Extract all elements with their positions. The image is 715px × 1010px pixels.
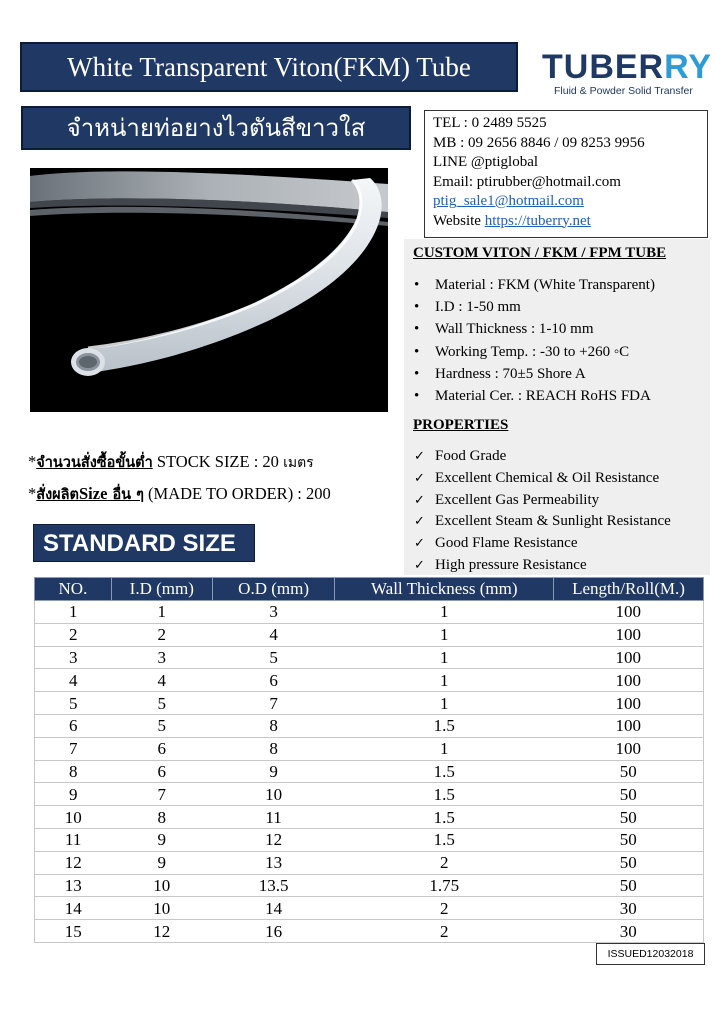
properties-list xyxy=(414,446,671,577)
table-row: 12 9 13 2 50 xyxy=(35,851,704,874)
column-header: Length/Roll(M.) xyxy=(554,578,704,601)
spec-item: • Material Cer. : REACH RoHS FDA xyxy=(410,385,655,407)
table-row: 4 4 6 1 100 xyxy=(35,669,704,692)
product-photo xyxy=(30,168,388,412)
check-icon: ✓ xyxy=(414,536,425,552)
table-row: 9 7 10 1.5 50 xyxy=(35,783,704,806)
table-row: 15 12 16 2 30 xyxy=(35,920,704,943)
contact-email2-link[interactable]: ptig_sale1@hotmail.com xyxy=(433,193,584,209)
contact-website-link[interactable]: https://tuberry.net xyxy=(484,212,591,229)
check-icon: ✓ xyxy=(414,514,425,530)
tuberry-logo[interactable] xyxy=(542,48,713,102)
logo-wordmark xyxy=(542,48,713,86)
property-item: ✓ Good Flame Resistance xyxy=(414,533,671,555)
logo-tagline: Fluid & Powder Solid Transfer xyxy=(554,85,693,97)
check-icon: ✓ xyxy=(414,449,425,464)
bullet-icon: • xyxy=(414,388,420,405)
standard-size-table xyxy=(34,577,704,943)
spec-heading: CUSTOM VITON / FKM / FPM TUBE xyxy=(413,245,667,261)
tube-photo-icon xyxy=(30,168,388,412)
contact-line: LINE @ptiglobal xyxy=(433,154,539,170)
standard-size-heading: STANDARD SIZE xyxy=(33,524,255,562)
bullet-icon: • xyxy=(414,343,420,360)
spec-item: • Material : FKM (White Transparent) xyxy=(410,274,655,296)
spec-item: • Wall Thickness : 1-10 mm xyxy=(410,318,655,340)
bullet-icon: • xyxy=(414,277,420,293)
column-header: I.D (mm) xyxy=(111,578,212,601)
table-row: 13 10 13.5 1.75 50 xyxy=(35,874,704,897)
bullet-icon: • xyxy=(414,365,420,382)
property-item: ✓ High pressure Resistance xyxy=(414,555,671,577)
bullet-icon: • xyxy=(414,299,420,316)
spec-item: • Hardness : 70±5 Shore A xyxy=(410,363,655,385)
issued-stamp: ISSUED12032018 xyxy=(596,943,705,965)
property-item: ✓ Excellent Chemical & Oil Resistance xyxy=(414,468,671,490)
contact-tel: TEL : 0 2489 5525 xyxy=(433,115,547,131)
column-header: O.D (mm) xyxy=(212,578,335,601)
bullet-icon: • xyxy=(414,321,420,338)
contact-mobile: MB : 09 2656 8846 / 09 8253 9956 xyxy=(433,134,645,151)
table-row: 8 6 9 1.5 50 xyxy=(35,760,704,783)
contact-box xyxy=(424,110,708,238)
table-row: 3 3 5 1 100 xyxy=(35,646,704,669)
table-row: 5 5 7 1 100 xyxy=(35,692,704,715)
table-row: 6 5 8 1.5 100 xyxy=(35,714,704,737)
check-icon: ✓ xyxy=(414,557,425,573)
table-row: 11 9 12 1.5 50 xyxy=(35,828,704,851)
column-header: NO. xyxy=(35,578,112,601)
spec-item: • Working Temp. : -30 to +260 ◦C xyxy=(410,341,655,363)
made-to-order-note: *สั่งผลิตSize อื่น ๆ (MADE TO ORDER) : 200 xyxy=(28,484,331,503)
property-item: ✓ Food Grade xyxy=(414,446,671,468)
table-row: 14 10 14 2 30 xyxy=(35,897,704,920)
properties-heading: PROPERTIES xyxy=(413,417,509,433)
property-item: ✓ Excellent Steam & Sunlight Resistance xyxy=(414,511,671,533)
contact-email: Email: ptirubber@hotmail.com xyxy=(433,173,621,190)
spec-list xyxy=(410,274,655,407)
table-header-row xyxy=(35,578,704,601)
contact-website-label: Website xyxy=(433,212,485,229)
logo-word-part1: TUBER xyxy=(542,48,665,86)
check-icon: ✓ xyxy=(414,492,425,508)
table-row: 7 6 8 1 100 xyxy=(35,737,704,760)
page-title: White Transparent Viton(FKM) Tube xyxy=(20,42,518,92)
thai-banner: จำหน่ายท่อยางไวตันสีขาวใส xyxy=(21,106,411,150)
column-header: Wall Thickness (mm) xyxy=(335,578,554,601)
table-row: 1 1 3 1 100 xyxy=(35,601,704,624)
check-icon: ✓ xyxy=(414,470,425,486)
property-item: ✓ Excellent Gas Permeability xyxy=(414,490,671,512)
spec-item: • I.D : 1-50 mm xyxy=(410,296,655,318)
table-row: 10 8 11 1.5 50 xyxy=(35,806,704,829)
table-row: 2 2 4 1 100 xyxy=(35,623,704,646)
stock-size-note: *จำนวนสั่งซื้อขั้นต่ำ STOCK SIZE : 20 เมตร xyxy=(28,452,314,471)
logo-word-part2: RY xyxy=(664,48,713,86)
